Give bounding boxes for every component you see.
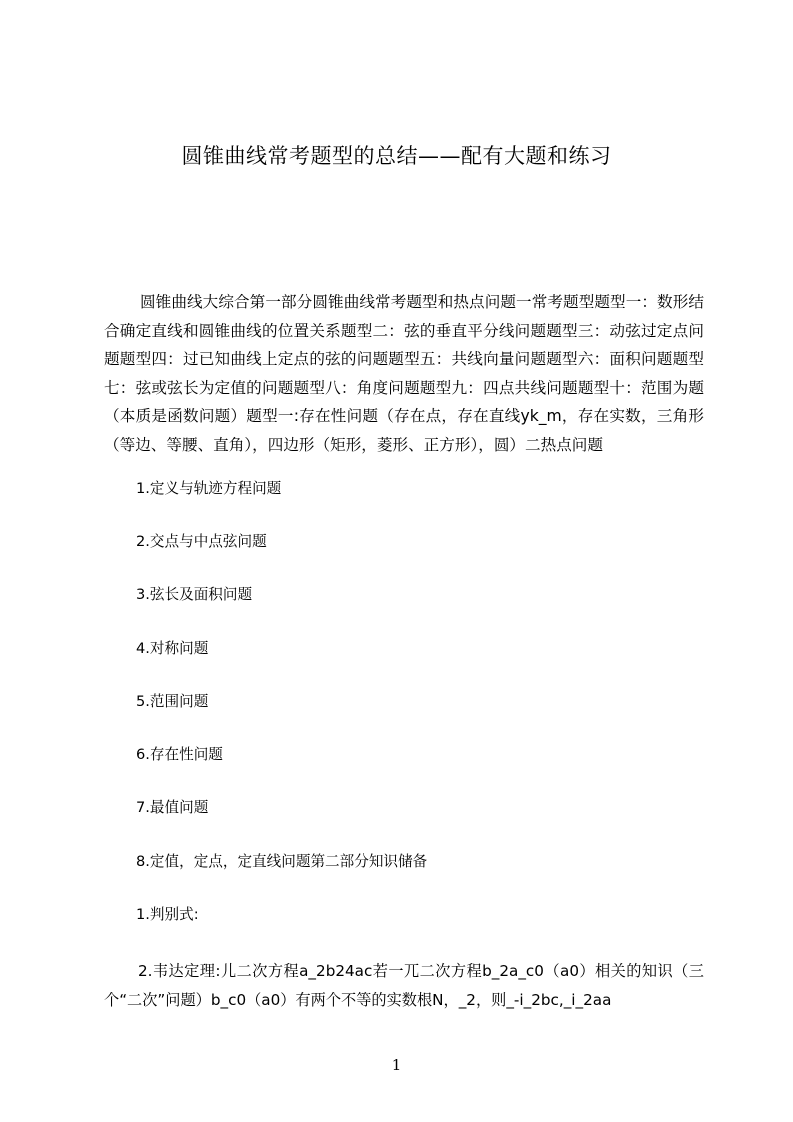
hot-topic-item: 1.定义与轨迹方程问题 (136, 480, 282, 497)
discriminant-heading: 1.判别式: (136, 906, 199, 923)
hot-topic-item: 8.定值，定点，定直线问题第二部分知识储备 (136, 853, 428, 870)
vieta-theorem-paragraph: 2.韦达定理:儿二次方程a_2b24ac若一兀二次方程b_2a_c0（a0）相关的知识（三个“二次”问题）b_c0（a0）有两个不等的实数根N，_2，则_-i_2bc,_i_2aa (104, 962, 704, 1009)
hot-topic-item: 2.交点与中点弦问题 (136, 533, 267, 550)
hot-topic-item: 5.范围问题 (136, 693, 209, 710)
intro-paragraph: 圆锥曲线大综合第一部分圆锥曲线常考题型和热点问题一常考题型题型一：数形结合确定直线和圆锥曲线的位置关系题型二：弦的垂直平分线问题题型三：动弦过定点问题题型四：过已知曲线上定点的弦的问题题型五：共线向量问题题型六：面积问题题型七：弦或弦长为定值的问题题型八：角度问题题型九：四点共线问题题型十：范围为题（本质是函数问题）题型一:存在性问题（存在点，存在直线yk_m，存在实数，三角形（等边、等腰、直角），四边形（矩形，菱形、正方形），圆）二热点问题 (104, 293, 704, 454)
page-number: 1 (391, 1056, 402, 1074)
hot-topic-item: 3.弦长及面积问题 (136, 586, 253, 603)
hot-topic-item: 7.最值问题 (136, 799, 209, 816)
document-title: 圆锥曲线常考题型的总结——配有大题和练习 (181, 144, 612, 168)
hot-topic-item: 4.对称问题 (136, 640, 209, 657)
hot-topic-item: 6.存在性问题 (136, 746, 223, 763)
